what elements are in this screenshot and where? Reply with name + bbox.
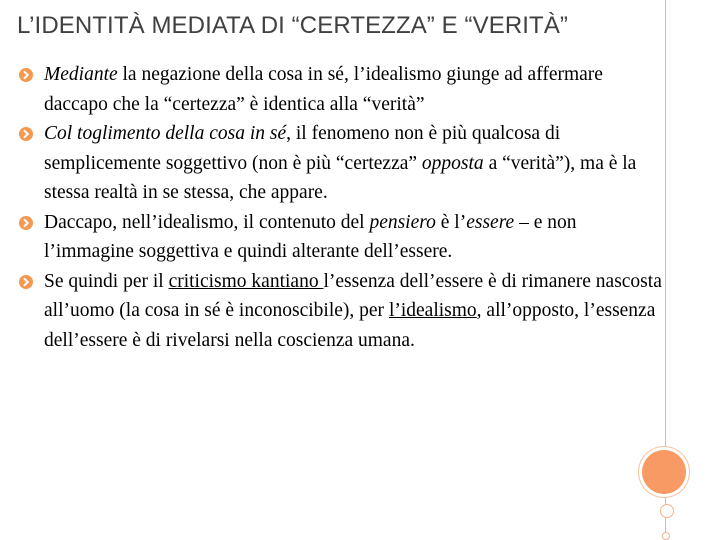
bullet-text-segment: Col toglimento della cosa in sé: [44, 123, 287, 144]
bullet-item: [19, 267, 669, 356]
decorative-circle-tiny: [662, 532, 670, 540]
bullet-text-segment: l’idealismo: [388, 300, 477, 321]
bullet-text-segment: essere: [466, 211, 515, 233]
bullet-text-segment: la negazione della cosa in sé, l’idealismo giunge ad affermare daccapo che la “certezza” è identica alla “verità”: [44, 64, 603, 115]
circle-chevron-right-icon: [19, 275, 33, 289]
bullet-text-segment: , il fenomeno non è più qualcosa di semplicemente soggettivo (non è più “certezza”: [44, 123, 561, 174]
bullet-item: [19, 119, 669, 208]
bullet-text-segment: opposta: [421, 152, 484, 174]
bullet-text-segment: Mediante: [44, 64, 118, 85]
bullet-item: [19, 60, 669, 119]
bullet-text-segment: è l’: [435, 211, 467, 233]
bullet-text: [44, 212, 577, 263]
bullet-text: [44, 271, 662, 351]
bullet-item: [19, 208, 669, 267]
bullet-text-segment: , all’opposto, l’essenza dell’essere è di rivelarsi nella coscienza umana.: [44, 300, 656, 351]
bullet-text-segment: – e non l’immagine soggettiva e quindi alterante dell’essere.: [44, 211, 577, 262]
slide-title: L’IDENTITÀ MEDIATA DI “CERTEZZA” E “VERITÀ”: [17, 12, 569, 39]
circle-chevron-right-icon: [19, 216, 33, 230]
circle-chevron-right-icon: [19, 127, 33, 141]
bullet-text-segment: criticismo kantiano: [168, 270, 324, 292]
bullet-list: [19, 60, 669, 355]
decorative-circle-large: [642, 450, 686, 494]
bullet-text-segment: l’essenza dell’essere è di rimanere nascosta all’uomo (la cosa in sé è inconoscibile), per: [44, 270, 662, 321]
circle-chevron-right-icon: [19, 68, 33, 82]
decorative-circle-small: [660, 504, 674, 518]
bullet-text-segment: Se quindi per il: [44, 270, 169, 292]
bullet-text: [44, 64, 603, 115]
bullet-text-segment: pensiero: [369, 211, 436, 233]
bullet-text: [44, 123, 636, 203]
bullet-text-segment: Daccapo, nell’idealismo, il contenuto del: [44, 211, 370, 233]
bullet-text-segment: a “verità”), ma è la stessa realtà in se stessa, che appare.: [44, 152, 637, 203]
